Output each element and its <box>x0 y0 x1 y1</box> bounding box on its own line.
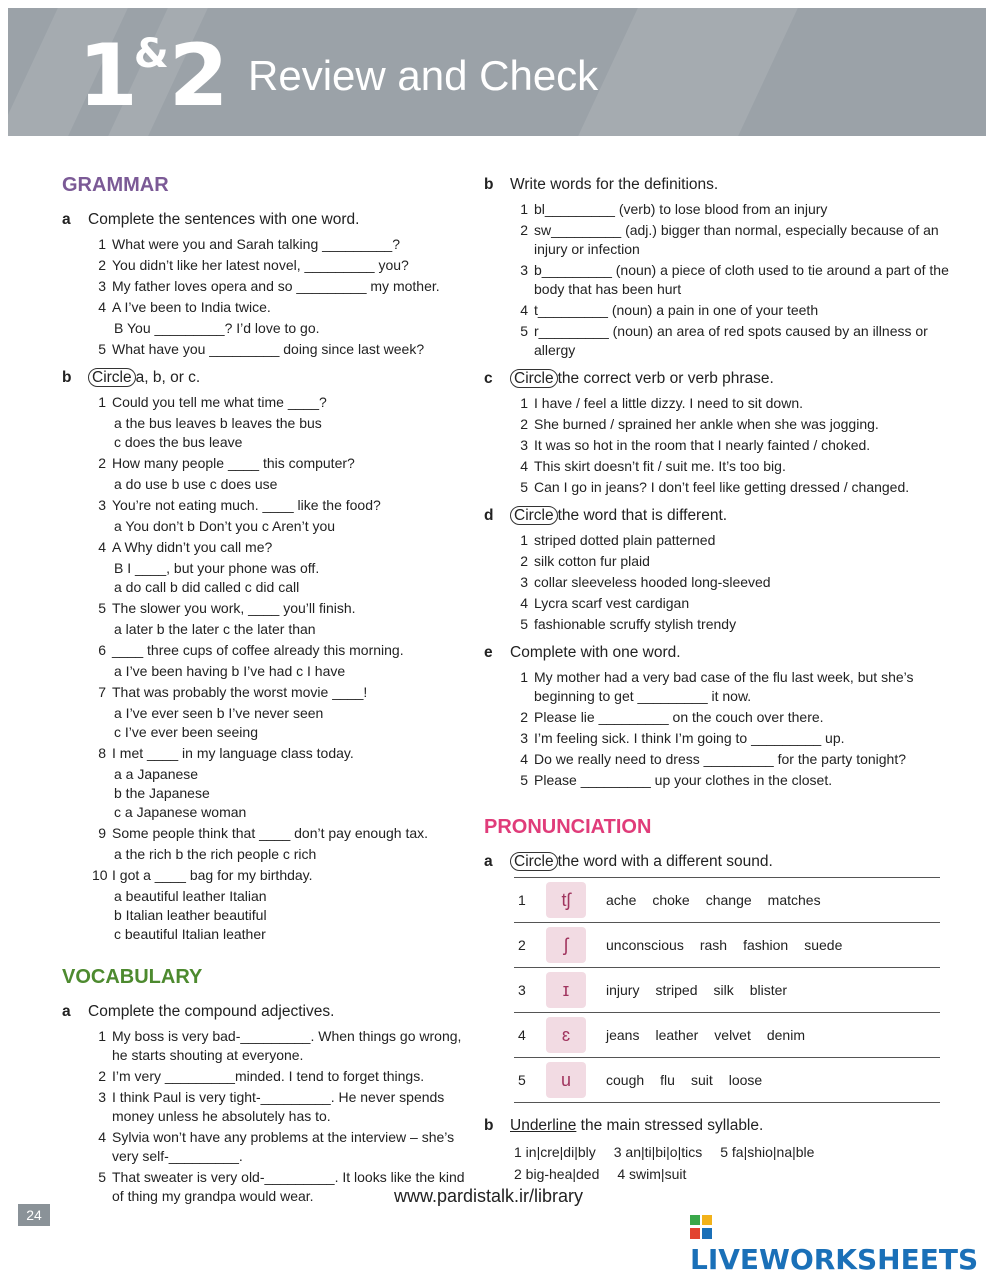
list-item <box>482 415 952 434</box>
sound-picture-icon: u <box>546 1062 586 1098</box>
pron-a-instruction: a Circle the word with a different sound. <box>484 853 773 870</box>
stress-row-2 <box>482 1163 952 1185</box>
list-item <box>60 496 470 515</box>
item-text: The slower you work, ____ you’ll finish. <box>112 600 356 616</box>
sound-word[interactable]: silk <box>713 982 734 998</box>
item-text: Can I go in jeans? I don’t feel like getting dressed / changed. <box>534 479 910 495</box>
list-item <box>60 298 470 317</box>
sound-word[interactable]: change <box>705 892 752 908</box>
list-item <box>60 824 470 843</box>
vocab-e-instruction: e Complete with one word. <box>484 644 681 661</box>
item-text: My mother had a very bad case of the flu last week, but she’s beginning to get _________ it now. <box>534 669 914 704</box>
item-number: 4 <box>98 1129 106 1145</box>
left-column <box>60 168 470 1208</box>
list-item <box>482 436 952 455</box>
list-item <box>482 668 952 706</box>
grammar-a-list <box>60 235 470 359</box>
row-number: 4 <box>518 1027 526 1043</box>
header-banner <box>8 8 986 136</box>
item-text: fashionable scruffy stylish trendy <box>534 616 737 632</box>
item-number: 1 <box>520 669 528 685</box>
answer-options[interactable]: b the Japanese <box>114 785 210 801</box>
item-text: How many people ____ this computer? <box>112 455 355 471</box>
pronunciation-row <box>514 1013 940 1058</box>
pronunciation-row <box>514 923 940 968</box>
liveworksheets-logo: LIVEWORKSHEETS <box>690 1210 999 1276</box>
vocab-a-instruction: a Complete the compound adjectives. <box>62 1003 335 1020</box>
stress-word[interactable]: 2 big-hea|ded <box>514 1166 600 1182</box>
item-number: 1 <box>98 236 106 252</box>
list-item <box>60 393 470 412</box>
grammar-b-instruction: b Circle a, b, or c. <box>62 369 201 386</box>
item-number: 2 <box>520 709 528 725</box>
item-number: 2 <box>98 1068 106 1084</box>
list-item <box>482 615 952 634</box>
sound-word[interactable]: jeans <box>606 1027 640 1043</box>
sound-word[interactable]: loose <box>728 1072 763 1088</box>
list-item <box>60 744 470 763</box>
item-subline: B You _________? I’d love to go. <box>114 320 320 336</box>
answer-options[interactable]: a the rich b the rich people c rich <box>114 846 317 862</box>
item-text: r_________ (noun) an area of red spots caused by an illness or allergy <box>534 323 928 358</box>
list-item <box>482 708 952 727</box>
item-text: silk cotton fur plaid <box>534 553 650 569</box>
row-number: 5 <box>518 1072 526 1088</box>
answer-options[interactable]: a I’ve ever seen b I’ve never seen <box>114 705 324 721</box>
item-text: You didn’t like her latest novel, _________ you? <box>112 257 409 273</box>
list-item <box>60 1027 470 1065</box>
list-item <box>482 573 952 592</box>
list-item <box>60 1088 470 1126</box>
item-text: It was so hot in the room that I nearly fainted / choked. <box>534 437 871 453</box>
item-text: My boss is very bad-_________. When things go wrong, he starts shouting at everyone. <box>112 1028 462 1063</box>
item-text: What have you _________ doing since last week? <box>112 341 425 357</box>
page-title: Review and Check <box>248 52 599 99</box>
pronunciation-row <box>514 968 940 1013</box>
vocab-e-list <box>482 668 952 790</box>
list-item <box>60 866 470 885</box>
item-number: 3 <box>98 1089 106 1105</box>
vocab-d-instruction: d Circle the word that is different. <box>484 507 728 524</box>
item-text: Sylvia won’t have any problems at the interview – she’s very self-_________. <box>112 1129 455 1164</box>
sound-word[interactable]: suit <box>690 1072 713 1088</box>
pronunciation-row <box>514 878 940 923</box>
item-number: 9 <box>98 825 106 841</box>
list-item <box>60 599 470 618</box>
vocab-b-list <box>482 200 952 360</box>
item-number: 4 <box>520 595 528 611</box>
answer-options[interactable]: a beautiful leather Italian <box>114 888 267 904</box>
item-number: 3 <box>520 574 528 590</box>
answer-options[interactable]: c I’ve ever been seeing <box>114 724 258 740</box>
item-text: I think Paul is very tight-_________. He never spends money unless he absolutely has to. <box>112 1089 445 1124</box>
item-number: 5 <box>98 341 106 357</box>
liveworksheets-icon <box>690 1213 712 1237</box>
item-text: I have / feel a little dizzy. I need to sit down. <box>534 395 803 411</box>
answer-options[interactable]: a You don’t b Don’t you c Aren’t you <box>114 518 336 534</box>
footer-url: www.pardistalk.ir/library <box>394 1186 584 1206</box>
answer-options[interactable]: a the bus leaves b leaves the bus <box>114 415 322 431</box>
item-number: 5 <box>98 600 106 616</box>
stress-word[interactable]: 5 fa|shio|na|ble <box>720 1144 815 1160</box>
list-item <box>60 1128 470 1166</box>
item-text: Do we really need to dress _________ for the party tonight? <box>534 751 907 767</box>
item-number: 8 <box>98 745 106 761</box>
item-number: 1 <box>98 394 106 410</box>
item-text: Please lie _________ on the couch over there. <box>534 709 824 725</box>
item-number: 2 <box>98 257 106 273</box>
sound-word[interactable]: ache <box>606 892 637 908</box>
sound-word[interactable]: injury <box>606 982 640 998</box>
list-item <box>60 340 470 359</box>
list-item <box>482 261 952 299</box>
grammar-a-instruction: a Complete the sentences with one word. <box>62 211 360 228</box>
item-text: Please _________ up your clothes in the closet. <box>534 772 833 788</box>
item-text: A I’ve been to India twice. <box>112 299 271 315</box>
sound-picture-icon: ʃ <box>546 927 586 963</box>
stress-row-1 <box>482 1141 952 1163</box>
grammar-heading: GRAMMAR <box>62 174 169 196</box>
item-number: 4 <box>520 302 528 318</box>
answer-options[interactable]: a do use b use c does use <box>114 476 278 492</box>
list-item <box>482 394 952 413</box>
row-number: 2 <box>518 937 526 953</box>
list-item <box>60 683 470 702</box>
item-number: 5 <box>520 772 528 788</box>
list-item <box>60 277 470 296</box>
stress-word[interactable]: 1 in|cre|di|bly <box>514 1144 596 1160</box>
item-number: 4 <box>520 751 528 767</box>
item-text: sw_________ (adj.) bigger than normal, especially because of an injury or infection <box>534 222 939 257</box>
list-item <box>60 641 470 660</box>
pronunciation-row <box>514 1058 940 1103</box>
item-number: 1 <box>520 201 528 217</box>
item-number: 2 <box>520 222 528 238</box>
item-text: This skirt doesn’t fit / suit me. It’s too big. <box>534 458 786 474</box>
item-number: 4 <box>98 299 106 315</box>
item-text: She burned / sprained her ankle when she was jogging. <box>534 416 879 432</box>
item-number: 5 <box>520 616 528 632</box>
item-number: 2 <box>520 416 528 432</box>
item-text: I got a ____ bag for my birthday. <box>112 867 313 883</box>
answer-options[interactable]: a do call b did called c did call <box>114 579 300 595</box>
list-item <box>482 301 952 320</box>
item-number: 3 <box>520 262 528 278</box>
item-text: bl_________ (verb) to lose blood from an injury <box>534 201 828 217</box>
sound-word[interactable]: velvet <box>714 1027 751 1043</box>
pronunciation-heading: PRONUNCIATION <box>484 816 652 838</box>
sound-word[interactable]: cough <box>606 1072 645 1088</box>
grammar-b-list <box>60 393 470 944</box>
list-item <box>60 256 470 275</box>
sound-word[interactable]: unconscious <box>606 937 684 953</box>
item-number: 3 <box>98 278 106 294</box>
item-text: Could you tell me what time ____? <box>112 394 327 410</box>
item-number: 1 <box>520 395 528 411</box>
list-item <box>482 729 952 748</box>
list-item <box>482 552 952 571</box>
item-text: My father loves opera and so _________ my mother. <box>112 278 440 294</box>
list-item <box>60 1067 470 1086</box>
vocab-b-instruction: b Write words for the definitions. <box>484 176 719 193</box>
vocab-a-list <box>60 1027 470 1206</box>
answer-options[interactable]: c beautiful Italian leather <box>114 926 266 942</box>
item-text: That sweater is very old-_________. It looks like the kind of thing my grandpa would wear. <box>112 1169 465 1204</box>
vocab-c-instruction: c Circle the correct verb or verb phrase. <box>484 370 774 387</box>
item-text: That was probably the worst movie ____! <box>112 684 368 700</box>
sound-word[interactable]: flu <box>660 1072 675 1088</box>
sound-word[interactable]: fashion <box>743 937 789 953</box>
item-number: 6 <box>98 642 106 658</box>
list-item <box>482 322 952 360</box>
sound-word[interactable]: leather <box>655 1027 699 1043</box>
item-text: I’m feeling sick. I think I’m going to _________ up. <box>534 730 845 746</box>
answer-options[interactable]: c a Japanese woman <box>114 804 247 820</box>
list-item <box>482 771 952 790</box>
list-item <box>482 750 952 769</box>
stress-word[interactable]: 3 an|ti|bi|o|tics <box>613 1144 703 1160</box>
item-text: You’re not eating much. ____ like the food? <box>112 497 381 513</box>
list-item <box>482 478 952 497</box>
answer-options[interactable]: b Italian leather beautiful <box>114 907 267 923</box>
page-number: 24 <box>18 1204 50 1226</box>
sound-word[interactable]: matches <box>767 892 821 908</box>
sound-picture-icon: ɛ <box>546 1017 586 1053</box>
item-text: b_________ (noun) a piece of cloth used to tie around a part of the body that has been hurt <box>534 262 949 297</box>
item-text: A Why didn’t you call me? <box>112 539 273 555</box>
item-text: Some people think that ____ don’t pay enough tax. <box>112 825 429 841</box>
row-number: 1 <box>518 892 526 908</box>
item-number: 5 <box>520 323 528 339</box>
sound-picture-icon: ɪ <box>546 972 586 1008</box>
item-text: t_________ (noun) a pain in one of your teeth <box>534 302 819 318</box>
sound-word[interactable]: blister <box>749 982 788 998</box>
vocab-d-list <box>482 531 952 634</box>
item-number: 4 <box>520 458 528 474</box>
unit-number: 1&2 <box>78 26 225 126</box>
item-text: What were you and Sarah talking _________? <box>112 236 400 252</box>
item-text: ____ three cups of coffee already this morning. <box>112 642 404 658</box>
sound-word[interactable]: denim <box>766 1027 805 1043</box>
right-column <box>482 170 952 1185</box>
item-text: I met ____ in my language class today. <box>112 745 354 761</box>
item-text: striped dotted plain patterned <box>534 532 716 548</box>
answer-options[interactable]: B I ____, but your phone was off. <box>114 560 320 576</box>
item-number: 1 <box>98 1028 106 1044</box>
sound-word[interactable]: suede <box>804 937 843 953</box>
row-number: 3 <box>518 982 526 998</box>
answer-options[interactable]: c does the bus leave <box>114 434 243 450</box>
answer-options[interactable]: a I’ve been having b I’ve had c I have <box>114 663 346 679</box>
list-item <box>60 235 470 254</box>
pronunciation-table <box>514 877 940 1103</box>
item-number: 3 <box>98 497 106 513</box>
item-number: 3 <box>520 730 528 746</box>
list-item <box>482 531 952 550</box>
pron-b-instruction: b Underline the main stressed syllable. <box>484 1117 764 1134</box>
item-number: 3 <box>520 437 528 453</box>
item-number: 5 <box>98 1169 106 1185</box>
item-text: Lycra scarf vest cardigan <box>534 595 690 611</box>
list-item <box>482 221 952 259</box>
list-item <box>482 594 952 613</box>
item-number: 4 <box>98 539 106 555</box>
list-item <box>482 457 952 476</box>
sound-word[interactable]: choke <box>652 892 690 908</box>
stress-word[interactable]: 4 swim|suit <box>617 1166 687 1182</box>
item-number: 5 <box>520 479 528 495</box>
sound-word[interactable]: striped <box>655 982 698 998</box>
item-number: 7 <box>98 684 106 700</box>
answer-options[interactable]: a a Japanese <box>114 766 199 782</box>
item-number: 2 <box>98 455 106 471</box>
item-text: collar sleeveless hooded long-sleeved <box>534 574 771 590</box>
sound-word[interactable]: rash <box>699 937 728 953</box>
vocabulary-heading: VOCABULARY <box>62 966 203 988</box>
list-item <box>60 454 470 473</box>
vocab-c-list <box>482 394 952 497</box>
list-item <box>482 200 952 219</box>
item-text: I’m very _________minded. I tend to forget things. <box>112 1068 425 1084</box>
item-number: 10 <box>92 867 108 883</box>
item-number: 1 <box>520 532 528 548</box>
answer-options[interactable]: a later b the later c the later than <box>114 621 316 637</box>
list-item <box>60 538 470 557</box>
item-number: 2 <box>520 553 528 569</box>
sound-picture-icon: tʃ <box>546 882 586 918</box>
